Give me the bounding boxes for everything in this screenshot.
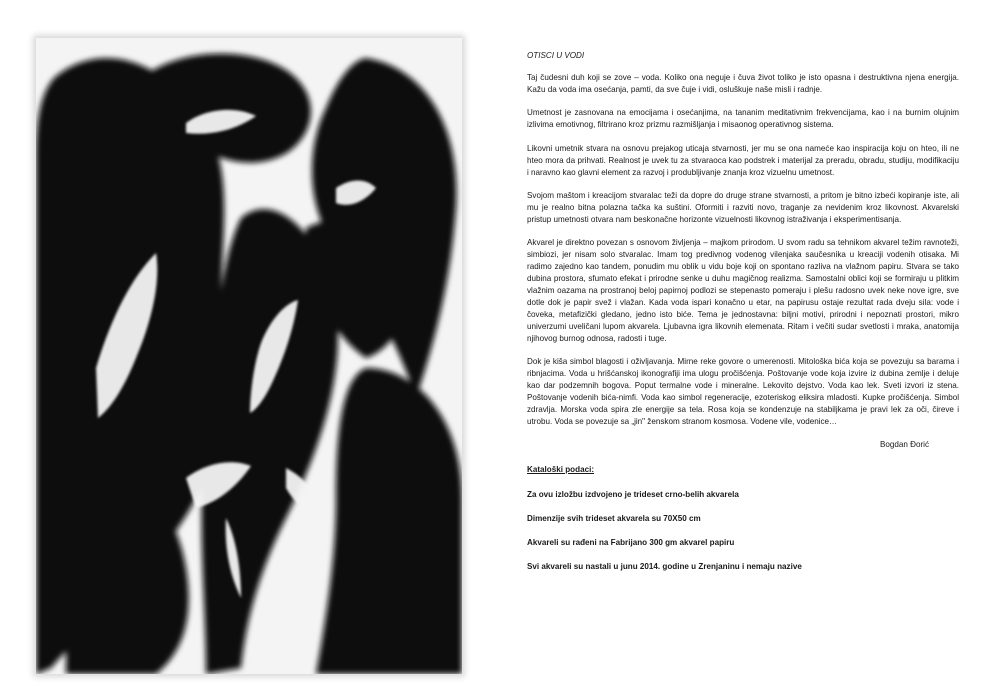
article-paragraph: Likovni umetnik stvara na osnovu prejakog uticaja stvarnosti, jer mu se ona nameće kao inspiracija koju on hteo, ili ne hteo mora da prihvati. Realnost je uvek tu za stvaraoca kao podstrek i materijal za preradu, obradu, studiju, modifikaciju i naravno kao glavni element za razvoj i produbljivanje znanja kroz vizuelnu umetnost. — [527, 143, 959, 177]
catalog-line: Akvareli su rađeni na Fabrijano 300 gm akvarel papiru — [527, 537, 735, 547]
article-paragraph: Svojom maštom i kreacijom stvaralac teži da dopre do druge strane stvarnosti, a pritom je bitno izbeći kopiranje iste, ali mu je realno bitna polazna tačka ka suštini. Oformiti i razviti novo, traganje za nevidenim kroz likovnost. Akvarelski pristup umetnosti otvara nam beskonačne horizonte vizuelnosti likovnog istraživanja i eksperimentisanja. — [527, 191, 959, 224]
article-title: OTISCI U VODI — [527, 51, 585, 60]
watercolor-image — [36, 38, 462, 674]
article-paragraph: Akvarel je direktno povezan s osnovom življenja – majkom prirodom. U svom radu sa tehnikom akvarel težim ravnoteži, simbiozi, jer nisam solo stvaralac. Imam tog predivnog vodenog vilenjaka saučesnika u kreaciji vodenih otisaka. Mi radimo zajedno kao tandem, ponudim mu oblik u vidu boje koji on spontano razliva na vlažnom papiru. Stvara se tako dubina prostora, sfumato efekat i prirodne senke u duhu magičnog realizma. Samostalni oblici koji se formiraju u plitkim vlažnim oazama na prostranoj beloj papirnoj podlozi se stepenasto pomeraju i plešu radosno uvek neke nove igre, sve dotle dok je papir svež i vlažan. Kada voda ispari konačno u etar, na papirusu ostaje rezultat rada dveju sila: vode i čoveka, metafizički gledano, jedno isto biće. Tema je jednostavna: biljni motivi, prirodni i nepoznati prostori, mikro univerzumi uveličani lupom akvarela. Ljubavna igra likovnih elemenata. Ritam i večiti sudar svetlosti i mraka, anatomija njihovog burnog odnosa, radosti i tuge. — [527, 238, 959, 343]
article-text-column — [527, 50, 959, 585]
article-paragraph: Taj čudesni duh koji se zove – voda. Koliko ona neguje i čuva život toliko je isto opasna i destruktivna njena energija. Kažu da voda ima osećanja, pamti, da sve čuje i vidi, osluškuje naše misli i radnje. — [527, 72, 959, 94]
catalog-line: Za ovu izložbu izdvojeno je trideset crno-belih akvarela — [527, 489, 739, 499]
catalog-line: Svi akvareli su nastali u junu 2014. godine u Zrenjaninu i nemaju nazive — [527, 561, 802, 571]
author-signature: Bogdan Đorić — [879, 440, 929, 450]
watercolor-artwork — [36, 38, 462, 674]
article-paragraph: Umetnost je zasnovana na emocijama i osećanjima, na tananim meditativnim frekvencijama, kao i na burnim olujnim izlivima emotivnog, filtrirano kroz prizmu razmišljanja i misaonog operativnog sistema. — [527, 108, 959, 130]
article-paragraph: Dok je kiša simbol blagosti i oživljavanja. Mirne reke govore o umerenosti. Mitološka bića koja se povezuju sa barama i ribnjacima. Voda u hrišćanskoj ikonografiji ima ulogu pročišćenja. Poštovanje vode koja izvire iz dubina zemlje i deluje kao dar podzemnih bogova. Poput termalne vode i mineralne. Lekovito dejstvo. Voda kao lek. Sveti izvori iz stena. Poštovanje vodenih bića-nimfi. Voda kao simbol regeneracije, ezoteriskog eliksira mladosti. Kupke pročišćenja. Simbol zdravlja. Morska voda spira zle energije sa tela. Rosa koja se kondenzuje na stabiljkama je pravi lek za oči, čireve i utrobu. Voda se povezuje sa „jin" ženskom stranom kosmosa. Vodene vile, vodenice… — [527, 357, 959, 426]
catalog-heading: Kataloški podaci: — [527, 465, 595, 475]
catalog-line: Dimenzije svih trideset akvarela su 70X50 cm — [527, 513, 701, 523]
